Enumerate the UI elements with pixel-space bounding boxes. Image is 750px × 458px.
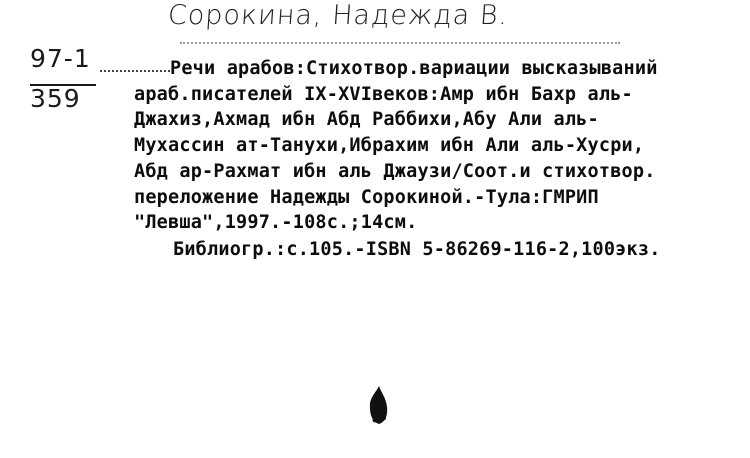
entry-line-notes: Библиогр.:с.105.-ISBN 5-86269-116-2,100экз. [173, 239, 661, 260]
heading-divider [180, 42, 620, 44]
leader-dots [100, 70, 170, 72]
entry-line: Джахиз,Ахмад ибн Абд Раббихи,Абу Али аль- [134, 109, 599, 130]
entry-line-title: Речи арабов:Стихотвор.вариации высказываний [170, 58, 658, 79]
entry-line-publisher: "Левша",1997.-108с.;14см. [134, 212, 418, 233]
shelfmark-line-2: 359 [30, 84, 81, 113]
entry-line-imprint: переложение Надежды Сорокиной.-Тула:ГМРИП [134, 187, 599, 208]
shelfmark-line-1: 97-1 [30, 44, 91, 73]
entry-line: Абд ар-Рахмат ибн аль Джаузи/Соот.и стихотвор. [134, 161, 656, 182]
ink-blot-icon [355, 380, 405, 430]
entry-line: араб.писателей IX-XVIвеков:Амр ибн Бахр аль- [134, 84, 633, 105]
handwritten-author-heading: Сорокина, Надежда В. [166, 0, 510, 31]
entry-line: Мухассин ат-Танухи,Ибрахим ибн Али аль-Хусри, [134, 135, 645, 156]
